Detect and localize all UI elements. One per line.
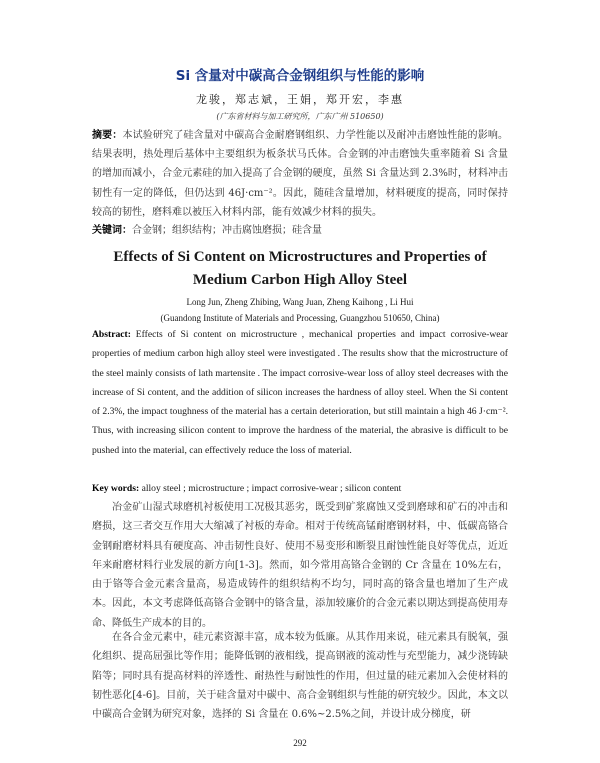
- english-authors: Long Jun, Zheng Zhibing, Wang Juan, Zheng Kaihong , Li Hui: [186, 297, 414, 307]
- chinese-affiliation: (广东省材料与加工研究所，广东广州 510650): [216, 112, 384, 121]
- english-keywords-text: alloy steel ; microstructure ; impact corrosive-wear ; silicon content: [141, 483, 402, 494]
- chinese-abstract-text: 本试验研究了硅含量对中碳高合金耐磨钢组织、力学性能以及耐冲击磨蚀性能的影响。结果表明，热处理后基体中主要组织为板条状马氏体。合金钢的冲击磨蚀失重率随着 Si 含量的增加而减小，合金元素硅的加入提高了合金钢的硬度，虽然 Si 含量达到 2.3%时，材料冲击韧性有一定的降低，但仍达到 46J·cm⁻²。因此，随硅含量增加，材料硬度的提高，同时保持较高的韧性，磨料难以被压入材料内部，能有效减少材料的损失。: [92, 130, 509, 218]
- english-keywords-label: Key words:: [92, 483, 140, 494]
- chinese-abstract: [92, 126, 508, 222]
- chinese-keywords-label: 关键词：: [92, 225, 132, 236]
- chinese-title: Si 含量对中碳高合金钢组织与性能的影响: [175, 68, 425, 84]
- chinese-authors: 龙骏，郑志斌，王娟，郑开宏，李惠: [196, 93, 404, 106]
- english-affiliation: (Guandong Institute of Materials and Processing, Guangzhou 510650, China): [160, 313, 440, 323]
- english-title: Effects of Si Content on Microstructures and Properties of Medium Carbon High Alloy Steel: [113, 249, 487, 288]
- chinese-keywords: [92, 223, 508, 239]
- chinese-keywords-text: 合金钢；组织结构；冲击腐蚀磨损；硅含量: [132, 225, 322, 236]
- english-keywords: [92, 481, 508, 497]
- english-abstract: [92, 325, 508, 460]
- english-abstract-text: Effects of Si content on microstructure , mechanical properties and impact corrosive-wear properties of medium carbon high alloy steel were investigated . The results show that the microstructure of the steel mainly consists of lath martensite . The impact corrosive-wear loss of alloy steel decreases with the increase of Si content, and the addition of silicon increases the hardness of alloy steel. When the Si content of 2.3%, the impact toughness of the material has a certain deterioration, but still maintain a high 46 J·cm⁻². Thus, with increasing silicon content to improve the hardness of the material, the abrasive is difficult to be pushed into the material, can effectively reduce the loss of material.: [92, 329, 508, 456]
- english-abstract-label: Abstract:: [92, 329, 131, 340]
- page-number: 292: [293, 738, 307, 748]
- body-paragraph-2: 在各合金元素中，硅元素资源丰富，成本较为低廉。从其作用来说，硅元素具有脱氧，强化组织、提高屈强比等作用；能降低钢的液相线，提高钢液的流动性与充型能力，减少浇铸缺陷等；同时具有提高材料的淬透性、耐热性与耐蚀性的作用，但过量的硅元素加入会使材料的韧性恶化[4-6]。目前，关于硅含量对中碳中、高合金钢组织与性能的研究较少。因此，本文以中碳高合金钢为研究对象，选择的 Si 含量在 0.6%~2.5%之间，并设计成分梯度，研: [92, 632, 508, 721]
- chinese-abstract-label: 摘要：: [92, 130, 123, 141]
- body-paragraph-1: 冶金矿山湿式球磨机衬板使用工况极其恶劣，既受到矿浆腐蚀又受到磨球和矿石的冲击和磨损，这三者交互作用大大缩减了衬板的寿命。相对于传统高锰耐磨钢材料，中、低碳高铬合金钢耐磨材料具有硬度高、冲击韧性良好、使用不易变形和断裂且耐蚀性能良好等优点，近近年来耐磨材料行业发展的新方向[1-3]。然而，如今常用高铬合金钢的 Cr 含量在 10%左右，由于铬等合金元素含量高，易造成铸件的组织结构不均匀，同时高的铬含量也增加了生产成本。因此，本文考虑降低高铬合金钢中的铬含量，添加较廉价的合金元素以期达到提高使用寿命、降低生产成本的目的。: [92, 502, 508, 629]
